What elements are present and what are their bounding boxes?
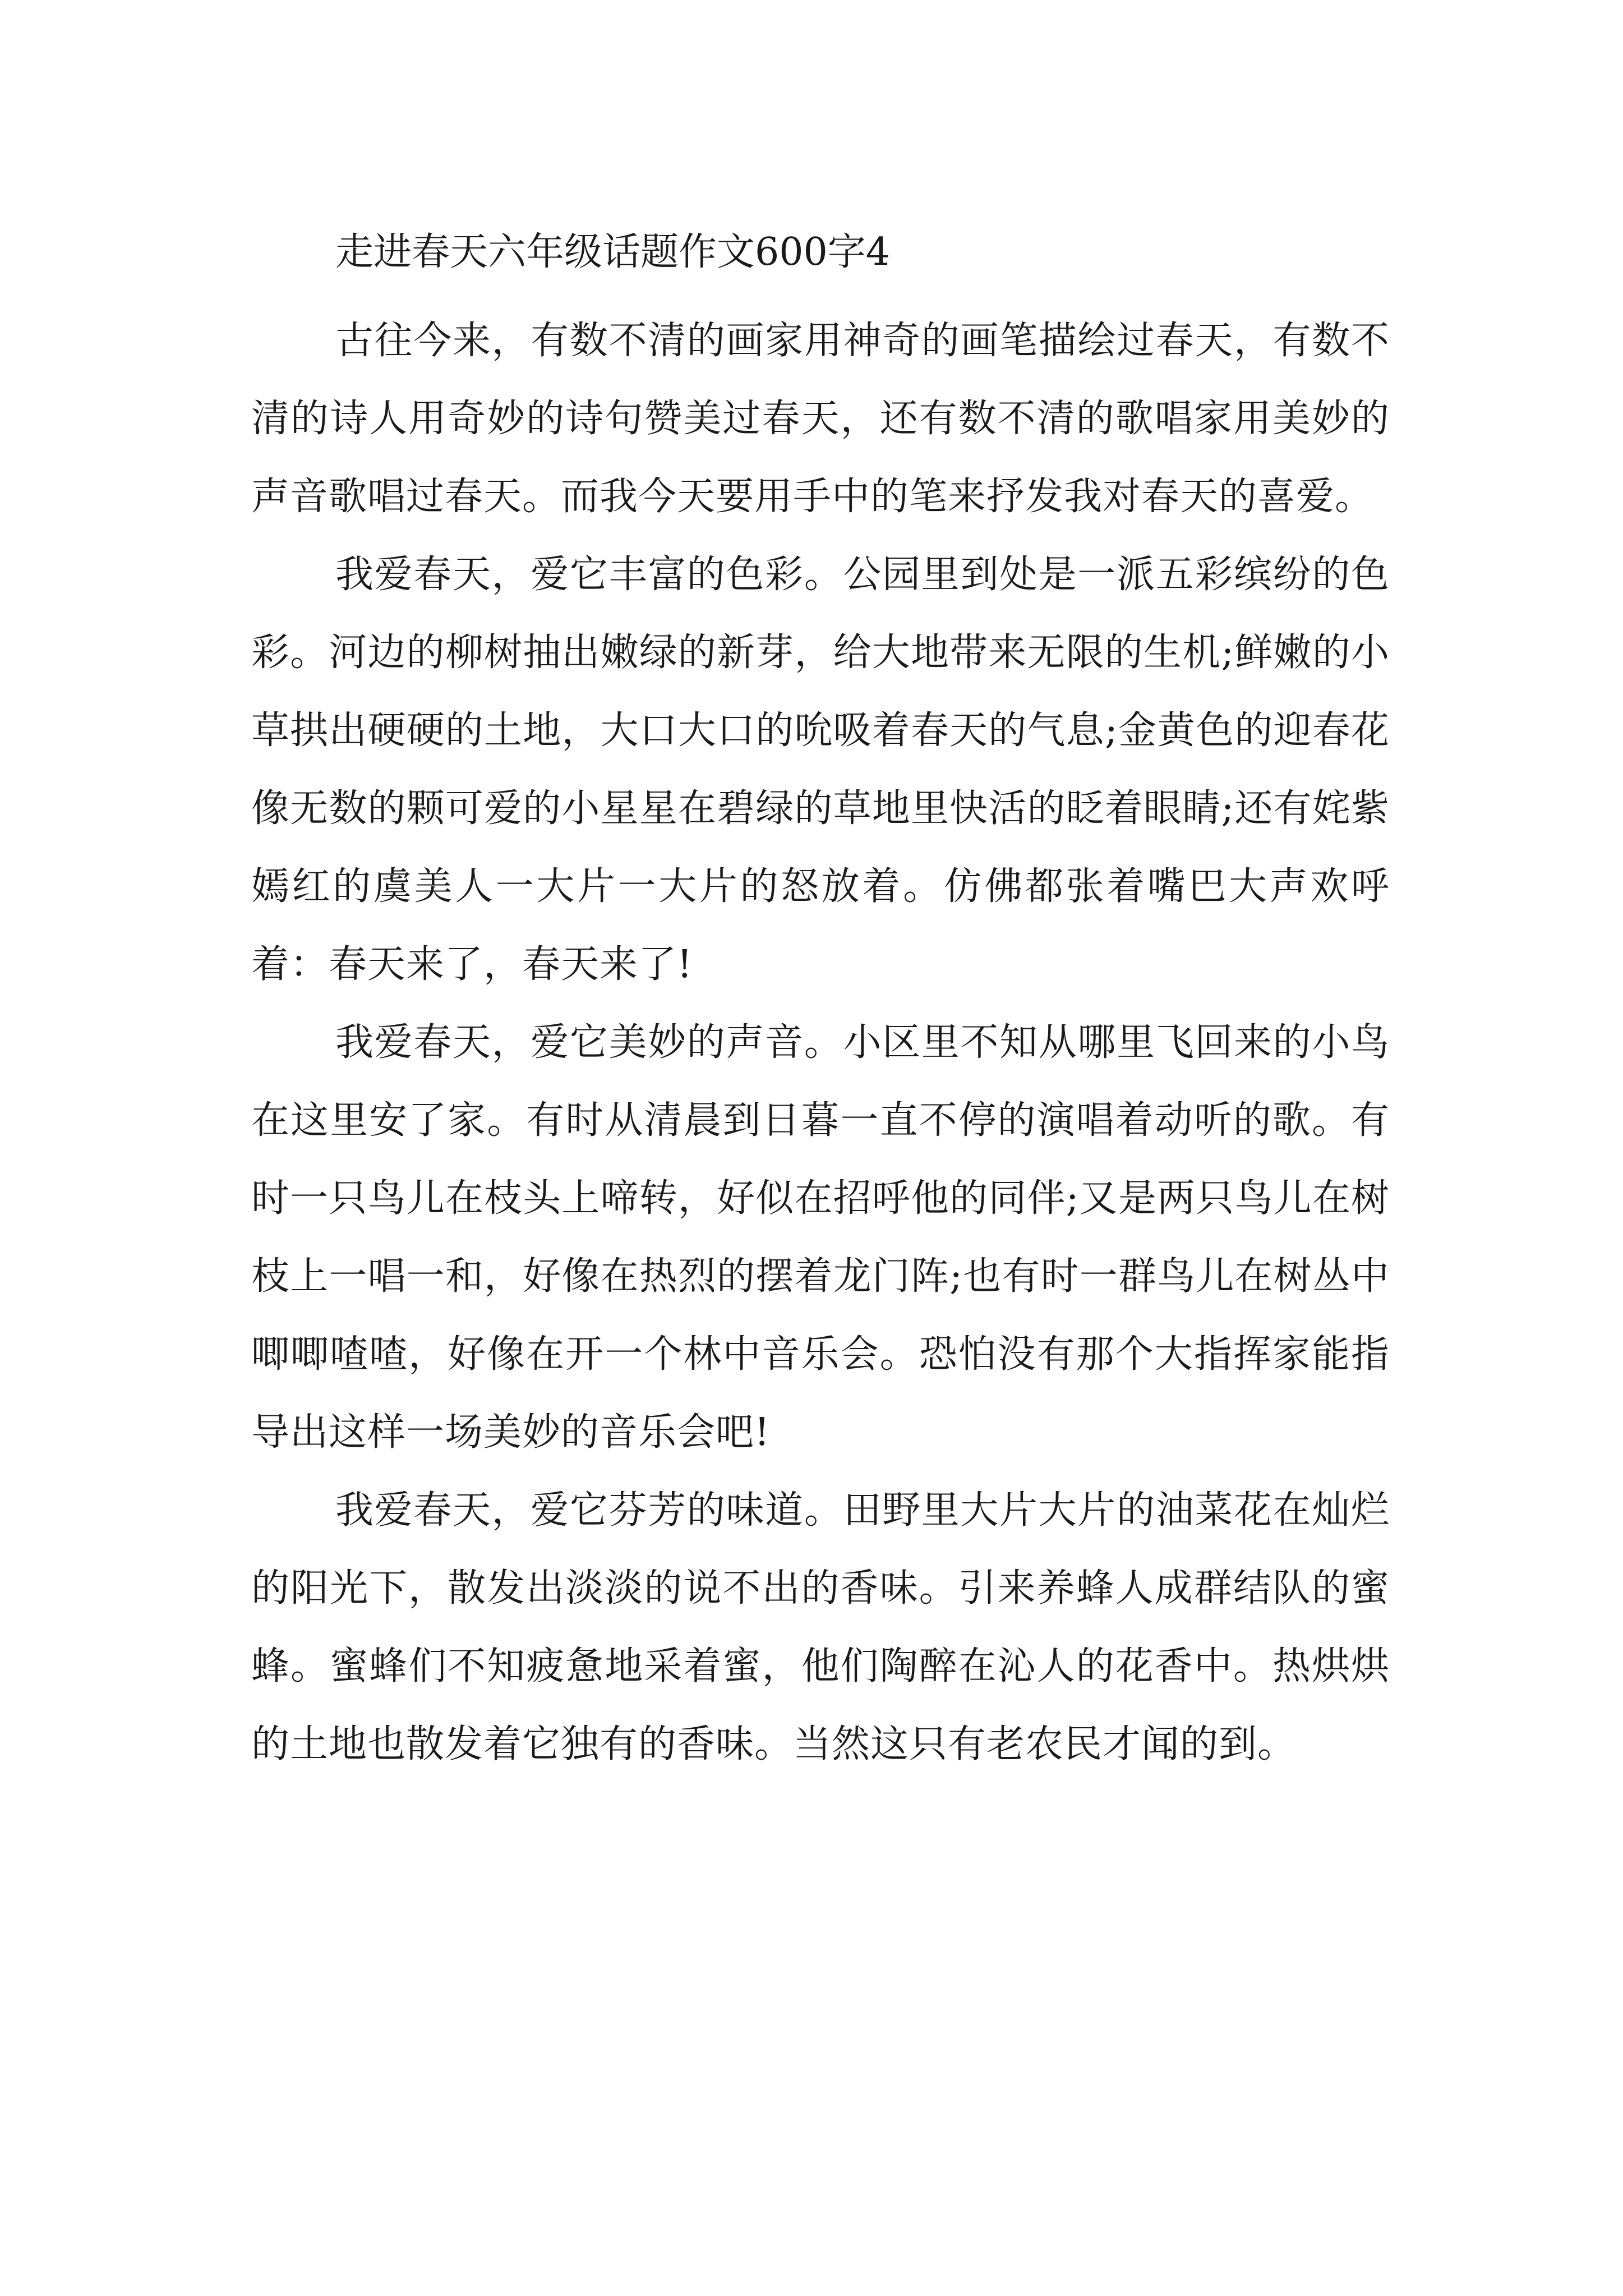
paragraph-2: 我爱春天，爱它丰富的色彩。公园里到处是一派五彩缤纷的色彩。河边的柳树抽出嫩绿的新芽，给大地带来无限的生机;鲜嫩的小草拱出硬硬的土地，大口大口的吮吸着春天的气息;金黄色的迎春花像无数的颗可爱的小星星在碧绿的草地里快活的眨着眼睛;还有姹紫嫣红的虞美人一大片一大片的怒放着。仿佛都张着嘴巴大声欢呼着：春天来了，春天来了! [251,553,1390,987]
paragraph-4: 我爱春天，爱它芬芳的味道。田野里大片大片的油菜花在灿烂的阳光下，散发出淡淡的说不出的香味。引来养蜂人成群结队的蜜蜂。蜜蜂们不知疲惫地采着蜜，他们陶醉在沁人的花香中。热烘烘的土地也散发着它独有的香味。当然这只有老农民才闻的到。 [251,1488,1390,1766]
paragraph-3: 我爱春天，爱它美妙的声音。小区里不知从哪里飞回来的小鸟在这里安了家。有时从清晨到日暮一直不停的演唱着动听的歌。有时一只鸟儿在枝头上啼转，好似在招呼他的同伴;又是两只鸟儿在树枝上一唱一和，好像在热烈的摆着龙门阵;也有时一群鸟儿在树丛中唧唧喳喳，好像在开一个林中音乐会。恐怕没有那个大指挥家能指导出这样一场美妙的音乐会吧! [251,1020,1390,1455]
paragraph-1: 古往今来，有数不清的画家用神奇的画笔描绘过春天，有数不清的诗人用奇妙的诗句赞美过春天，还有数不清的歌唱家用美妙的声音歌唱过春天。而我今天要用手中的笔来抒发我对春天的喜爱。 [251,319,1390,519]
document-body [251,213,1390,1783]
document-title: 走进春天六年级话题作文600字4 [335,230,891,274]
